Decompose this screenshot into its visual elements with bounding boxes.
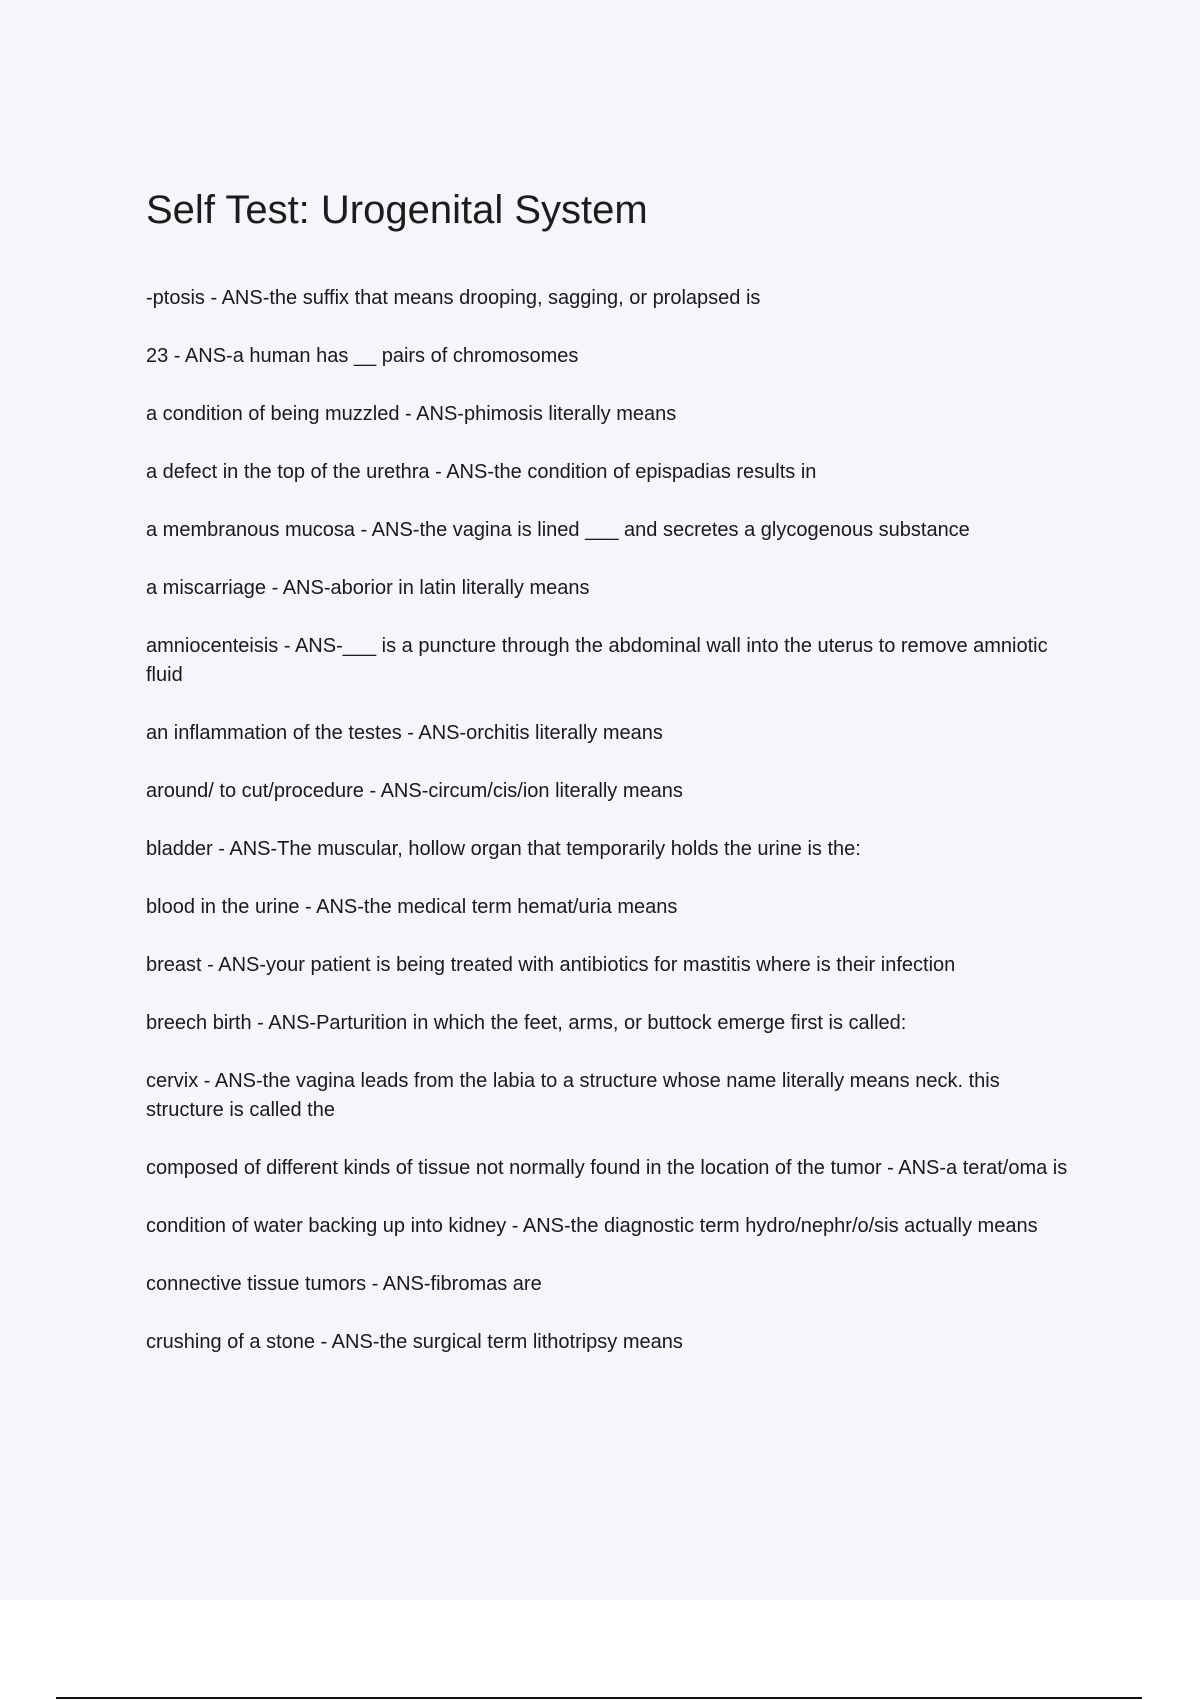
qa-item: condition of water backing up into kidney - ANS-the diagnostic term hydro/nephr/o/sis actually means: [146, 1215, 1038, 1237]
qa-item: an inflammation of the testes - ANS-orchitis literally means: [146, 722, 663, 744]
qa-list: [146, 284, 1076, 1357]
qa-item: amniocenteisis - ANS-___ is a puncture through the abdominal wall into the uterus to remove amniotic fluid: [146, 635, 1048, 686]
document-content: [146, 180, 1076, 1386]
qa-item: cervix - ANS-the vagina leads from the labia to a structure whose name literally means neck. this structure is called the: [146, 1070, 1000, 1121]
qa-item: blood in the urine - ANS-the medical term hemat/uria means: [146, 896, 678, 918]
qa-item: breast - ANS-your patient is being treated with antibiotics for mastitis where is their infection: [146, 954, 956, 976]
qa-item: composed of different kinds of tissue not normally found in the location of the tumor - ANS-a terat/oma is: [146, 1157, 1068, 1179]
qa-item: connective tissue tumors - ANS-fibromas are: [146, 1273, 542, 1295]
qa-item: -ptosis - ANS-the suffix that means drooping, sagging, or prolapsed is: [146, 287, 761, 309]
qa-item: bladder - ANS-The muscular, hollow organ that temporarily holds the urine is the:: [146, 838, 861, 860]
qa-item: a defect in the top of the urethra - ANS-the condition of epispadias results in: [146, 461, 817, 483]
qa-item: breech birth - ANS-Parturition in which the feet, arms, or buttock emerge first is called:: [146, 1012, 907, 1034]
qa-item: crushing of a stone - ANS-the surgical term lithotripsy means: [146, 1331, 683, 1353]
qa-item: a membranous mucosa - ANS-the vagina is lined ___ and secretes a glycogenous substance: [146, 519, 970, 541]
document-title: Self Test: Urogenital System: [146, 188, 648, 232]
qa-item: a condition of being muzzled - ANS-phimosis literally means: [146, 403, 677, 425]
qa-item: a miscarriage - ANS-aborior in latin literally means: [146, 577, 590, 599]
qa-item: 23 - ANS-a human has __ pairs of chromosomes: [146, 345, 579, 367]
qa-item: around/ to cut/procedure - ANS-circum/cis/ion literally means: [146, 780, 683, 802]
footer-divider: [56, 1697, 1142, 1699]
